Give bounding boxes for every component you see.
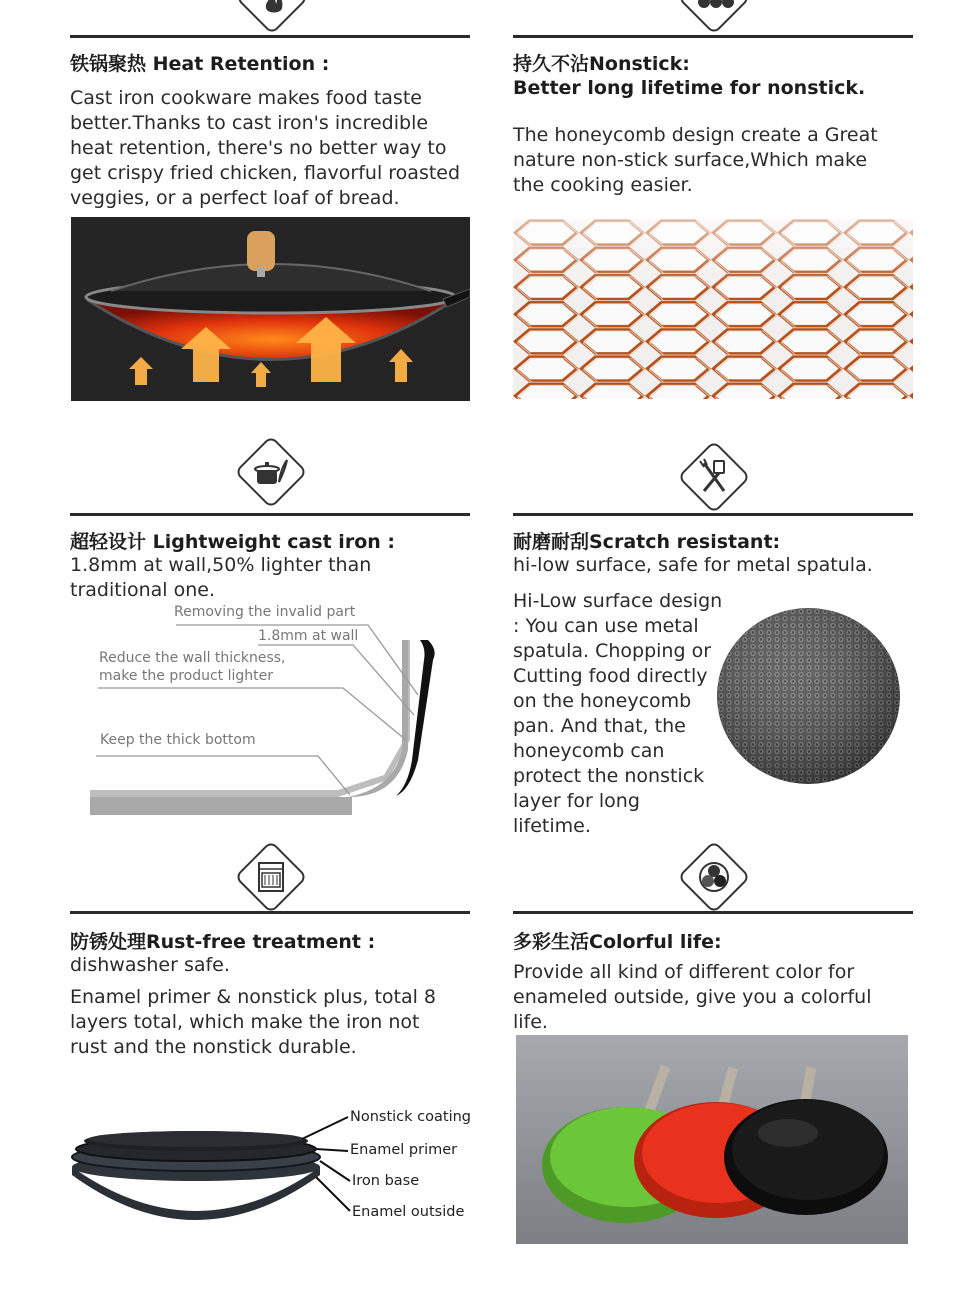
label-reduce-line1: Reduce the wall thickness, — [99, 650, 286, 666]
nonstick-badge — [688, 0, 740, 24]
scratch-divider — [513, 513, 913, 516]
rust-badge — [245, 851, 297, 903]
lightweight-subtitle: 1.8mm at wall,50% lighter than traditional one. — [70, 554, 372, 601]
scratch-body: Hi-Low surface design : You can use metal spatula. Chopping or Cutting food directly on the honeycomb pan. And that, the honeycomb can protect the nonstick layer for long lifetime. — [513, 590, 723, 837]
flame-icon — [254, 0, 294, 22]
spatula-fork-icon — [694, 457, 734, 497]
lightweight-divider — [70, 513, 470, 516]
nonstick-title-line1: 持久不沾Nonstick: — [513, 53, 690, 75]
heat-badge — [246, 0, 298, 24]
nonstick-divider — [513, 35, 913, 38]
colorful-divider — [513, 911, 913, 914]
layer-label-enamel: Enamel outside — [352, 1204, 465, 1220]
colorful-body: Provide all kind of different color for enameled outside, give you a colorful life. — [513, 961, 872, 1033]
scratch-badge — [688, 451, 740, 503]
nonstick-title-line2: Better long lifetime for nonstick. — [513, 77, 866, 99]
label-bottom: Keep the thick bottom — [100, 732, 256, 748]
scratch-subtitle: hi-low surface, safe for metal spatula. — [513, 554, 873, 576]
droplets-icon — [694, 0, 734, 26]
dishwasher-icon — [251, 857, 291, 897]
pot-feather-icon — [251, 452, 291, 492]
lightweight-badge — [245, 446, 297, 498]
label-removing: Removing the invalid part — [174, 604, 356, 620]
rust-divider — [70, 911, 470, 914]
nonstick-body: The honeycomb design create a Great nature non-stick surface,Which make the cooking easier. — [513, 124, 878, 196]
heat-pan-image — [71, 217, 470, 401]
scratch-title: 耐磨耐刮Scratch resistant: — [513, 531, 781, 553]
colored-pans-image — [516, 1035, 908, 1244]
rust-subtitle: dishwasher safe. — [70, 954, 230, 976]
rust-title: 防锈处理Rust-free treatment : — [70, 931, 376, 953]
color-circles-icon — [694, 857, 734, 897]
layer-label-nonstick: Nonstick coating — [350, 1109, 471, 1125]
honeycomb-surface-image — [513, 219, 913, 399]
layer-label-iron: Iron base — [352, 1173, 420, 1189]
heat-title: 铁锅聚热 Heat Retention : — [70, 53, 330, 75]
layers-diagram — [66, 1105, 356, 1245]
rust-body: Enamel primer & nonstick plus, total 8 layers total, which make the iron not rust and the nonstick durable. — [70, 986, 437, 1058]
colorful-badge — [688, 851, 740, 903]
label-wall: 1.8mm at wall — [258, 628, 359, 644]
layer-label-primer: Enamel primer — [350, 1142, 458, 1158]
honeycomb-pan-closeup — [717, 608, 900, 784]
heat-divider — [70, 35, 470, 38]
lightweight-title: 超轻设计 Lightweight cast iron : — [70, 531, 395, 553]
heat-body: Cast iron cookware makes food taste better.Thanks to cast iron's incredible heat retention, there's no better way to get crispy fried chicken, flavorful roasted veggies, or a perfect loaf of bread. — [70, 87, 461, 209]
colorful-title: 多彩生活Colorful life: — [513, 931, 722, 953]
label-reduce-line2: make the product lighter — [99, 668, 274, 684]
